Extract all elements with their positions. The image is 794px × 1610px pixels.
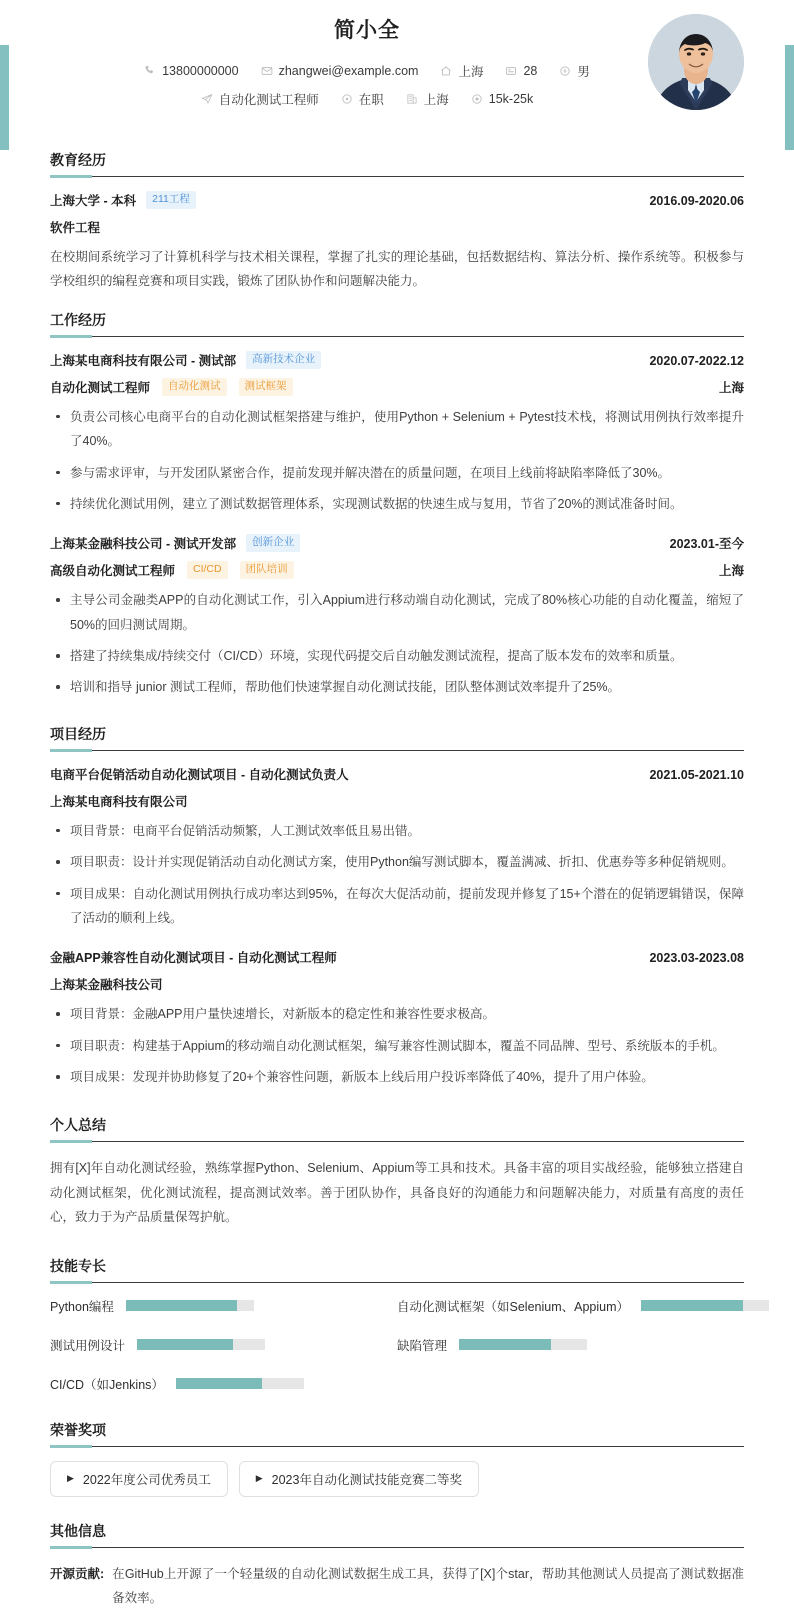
work-entry <box>50 351 744 517</box>
avatar <box>648 14 744 110</box>
work-bullet: 主导公司金融类APP的自动化测试工作，引入Appium进行移动端自动化测试，完成了80%核心功能的自动化覆盖，缩短了50%的回归测试周期。 <box>50 588 744 637</box>
work-skill-tag: 测试框架 <box>239 378 293 396</box>
skill-label: CI/CD（如Jenkins） <box>50 1375 164 1393</box>
work-role-row <box>50 561 744 579</box>
skill-bar-track <box>176 1378 304 1389</box>
work-entry-row <box>50 534 744 552</box>
contact-row-primary <box>50 62 744 80</box>
candidate-name: 简小全 <box>50 14 744 44</box>
honor-label: 2022年度公司优秀员工 <box>83 1470 211 1488</box>
work-bullet: 持续优化测试用例，建立了测试数据管理体系，实现测试数据的快速生成与复用，节省了20%的测试准备时间。 <box>50 492 744 516</box>
education-entry <box>50 191 744 294</box>
play-triangle-icon: ▶ <box>67 1474 74 1483</box>
education-major: 软件工程 <box>50 218 744 236</box>
contact-location <box>440 62 483 80</box>
section-title-work: 工作经历 <box>50 310 106 330</box>
project-date: 2023.03-2023.08 <box>649 951 744 965</box>
work-bullet: 参与需求评审，与开发团队紧密合作，提前发现并解决潜在的质量问题，在项目上线前将缺陷率降低了30%。 <box>50 461 744 485</box>
home-icon <box>440 65 452 77</box>
project-company: 上海某电商科技有限公司 <box>50 792 744 810</box>
skill-bar-track <box>137 1339 265 1350</box>
phone-icon <box>144 65 156 77</box>
section-work <box>50 310 744 700</box>
work-date: 2020.07-2022.12 <box>649 354 744 368</box>
job-status <box>341 90 384 108</box>
skill-item <box>50 1336 397 1354</box>
project-date: 2021.05-2021.10 <box>649 768 744 782</box>
desired-position <box>201 90 319 108</box>
contact-age-text: 28 <box>523 64 537 78</box>
work-entry-left <box>50 534 300 552</box>
work-date: 2023.01-至今 <box>670 534 744 552</box>
project-entry <box>50 948 744 1089</box>
project-bullets <box>50 819 744 931</box>
skill-item <box>397 1336 744 1354</box>
contact-email <box>261 64 419 78</box>
envelope-icon <box>261 65 273 77</box>
skill-bar-track <box>641 1300 769 1311</box>
education-date: 2016.09-2020.06 <box>649 194 744 208</box>
work-bullets <box>50 588 744 700</box>
contact-age <box>505 64 537 78</box>
work-skill-tag: CI/CD <box>187 561 228 579</box>
work-bullet: 培训和指导 junior 测试工程师，帮助他们快速掌握自动化测试技能，团队整体测试效率提升了25%。 <box>50 675 744 699</box>
desired-position-text: 自动化测试工程师 <box>219 90 319 108</box>
project-bullet: 项目职责：设计并实现促销活动自动化测试方案，使用Python编写测试脚本，覆盖满减、折扣、优惠券等多种促销规则。 <box>50 850 744 874</box>
work-company-tag: 创新企业 <box>246 534 300 552</box>
work-company-tag: 高新技术企业 <box>246 351 321 369</box>
project-bullet: 项目成果：自动化测试用例执行成功率达到95%，在每次大促活动前，提前发现并修复了15+个潜在的促销逻辑错误，保障了活动的顺利上线。 <box>50 882 744 931</box>
section-title-education: 教育经历 <box>50 150 106 170</box>
skill-label: 缺陷管理 <box>397 1336 447 1354</box>
status-circle-icon <box>341 93 353 105</box>
work-role-left <box>50 378 293 396</box>
other-item <box>50 1562 744 1610</box>
job-status-text: 在职 <box>359 90 384 108</box>
work-bullet: 负责公司核心电商平台的自动化测试框架搭建与维护，使用Python + Selenium + Pytest技术栈，将测试用例执行效率提升了40%。 <box>50 405 744 454</box>
work-role: 自动化测试工程师 <box>50 378 150 396</box>
education-entry-row <box>50 191 744 209</box>
section-honors <box>50 1420 744 1497</box>
skill-label: 测试用例设计 <box>50 1336 125 1354</box>
work-role: 高级自动化测试工程师 <box>50 561 175 579</box>
work-company: 上海某金融科技公司 - 测试开发部 <box>50 534 236 552</box>
play-triangle-icon: ▶ <box>256 1474 263 1483</box>
skill-bar-fill <box>641 1300 743 1311</box>
work-entry-left <box>50 351 321 369</box>
project-bullet: 项目背景：电商平台促销活动频繁，人工测试效率低且易出错。 <box>50 819 744 843</box>
desired-salary <box>471 92 533 106</box>
skill-label: Python编程 <box>50 1297 114 1315</box>
work-place: 上海 <box>719 378 744 396</box>
section-title-projects: 项目经历 <box>50 724 106 744</box>
desired-city-text: 上海 <box>424 90 449 108</box>
section-education <box>50 150 744 294</box>
skill-item <box>50 1375 397 1393</box>
work-company: 上海某电商科技有限公司 - 测试部 <box>50 351 236 369</box>
building-icon <box>406 93 418 105</box>
skill-bar-fill <box>137 1339 233 1350</box>
section-header-education <box>50 150 744 177</box>
project-company: 上海某金融科技公司 <box>50 975 744 993</box>
project-entry <box>50 765 744 931</box>
skill-bar-fill <box>459 1339 551 1350</box>
skill-item <box>50 1297 397 1315</box>
section-header-other <box>50 1521 744 1548</box>
section-title-other: 其他信息 <box>50 1521 106 1541</box>
summary-text: 拥有[X]年自动化测试经验，熟练掌握Python、Selenium、Appium等工具和技术。具备丰富的项目实战经验，能够独立搭建自动化测试框架，优化测试流程，提高测试效率。善于团队协作，具备良好的沟通能力和问题解决能力，对质量有高度的责任心，致力于为产品质量保驾护航。 <box>50 1156 744 1229</box>
contact-gender <box>559 62 590 80</box>
education-entry-left <box>50 191 196 209</box>
skill-grid <box>50 1297 744 1414</box>
desired-city <box>406 90 449 108</box>
section-title-summary: 个人总结 <box>50 1115 106 1135</box>
section-title-skills: 技能专长 <box>50 1256 106 1276</box>
project-name: 金融APP兼容性自动化测试项目 - 自动化测试工程师 <box>50 948 337 966</box>
work-bullet: 搭建了持续集成/持续交付（CI/CD）环境，实现代码提交后自动触发测试流程，提高了版本发布的效率和质量。 <box>50 644 744 668</box>
work-role-row <box>50 378 744 396</box>
section-header-skills <box>50 1256 744 1283</box>
paper-plane-icon <box>201 93 213 105</box>
work-bullets <box>50 405 744 517</box>
salary-coin-icon <box>471 93 483 105</box>
work-entry-row <box>50 351 744 369</box>
section-other <box>50 1521 744 1610</box>
desired-salary-text: 15k-25k <box>489 92 533 106</box>
work-skill-tag: 自动化测试 <box>162 378 227 396</box>
skill-bar-track <box>126 1300 254 1311</box>
honor-label: 2023年自动化测试技能竞赛二等奖 <box>272 1470 462 1488</box>
other-item-key: 开源贡献: <box>50 1562 104 1610</box>
work-place: 上海 <box>719 561 744 579</box>
section-header-summary <box>50 1115 744 1142</box>
project-entry-row <box>50 948 744 966</box>
project-bullet: 项目职责：构建基于Appium的移动端自动化测试框架，编写兼容性测试脚本，覆盖不同品牌、型号、系统版本的手机。 <box>50 1034 744 1058</box>
id-card-icon <box>505 65 517 77</box>
section-skills <box>50 1256 744 1414</box>
honor-list <box>50 1461 744 1497</box>
work-role-left <box>50 561 294 579</box>
skill-item <box>397 1297 744 1315</box>
section-header-work <box>50 310 744 337</box>
project-entry-row <box>50 765 744 783</box>
section-projects <box>50 724 744 1090</box>
contact-phone-text: 13800000000 <box>162 64 238 78</box>
right-accent-rail <box>785 45 794 150</box>
work-entry <box>50 534 744 700</box>
contact-phone <box>144 64 238 78</box>
honor-item[interactable] <box>50 1461 228 1497</box>
section-header-projects <box>50 724 744 751</box>
section-title-honors: 荣誉奖项 <box>50 1420 106 1440</box>
work-skill-tag: 团队培训 <box>240 561 294 579</box>
education-school: 上海大学 - 本科 <box>50 191 136 209</box>
education-tag: 211工程 <box>146 191 196 209</box>
project-bullets <box>50 1002 744 1089</box>
contact-email-text: zhangwei@example.com <box>279 64 419 78</box>
contact-gender-text: 男 <box>577 62 590 80</box>
skill-bar-track <box>459 1339 587 1350</box>
section-header-honors <box>50 1420 744 1447</box>
skill-bar-fill <box>176 1378 262 1389</box>
honor-item[interactable] <box>239 1461 479 1497</box>
contact-row-secondary <box>50 90 744 108</box>
skill-bar-fill <box>126 1300 237 1311</box>
left-accent-rail <box>0 45 9 150</box>
resume-header <box>50 0 744 134</box>
project-name: 电商平台促销活动自动化测试项目 - 自动化测试负责人 <box>50 765 349 783</box>
contact-location-text: 上海 <box>458 62 483 80</box>
project-bullet: 项目成果：发现并协助修复了20+个兼容性问题，新版本上线后用户投诉率降低了40%，提升了用户体验。 <box>50 1065 744 1089</box>
section-summary <box>50 1115 744 1229</box>
education-description: 在校期间系统学习了计算机科学与技术相关课程，掌握了扎实的理论基础，包括数据结构、算法分析、操作系统等。积极参与学校组织的编程竞赛和项目实践，锻炼了团队协作和问题解决能力。 <box>50 245 744 294</box>
skill-label: 自动化测试框架（如Selenium、Appium） <box>397 1297 629 1315</box>
other-item-value: 在GitHub上开源了一个轻量级的自动化测试数据生成工具，获得了[X]个star，帮助其他测试人员提高了测试数据准备效率。 <box>112 1562 744 1610</box>
gender-icon <box>559 65 571 77</box>
project-bullet: 项目背景：金融APP用户量快速增长，对新版本的稳定性和兼容性要求极高。 <box>50 1002 744 1026</box>
